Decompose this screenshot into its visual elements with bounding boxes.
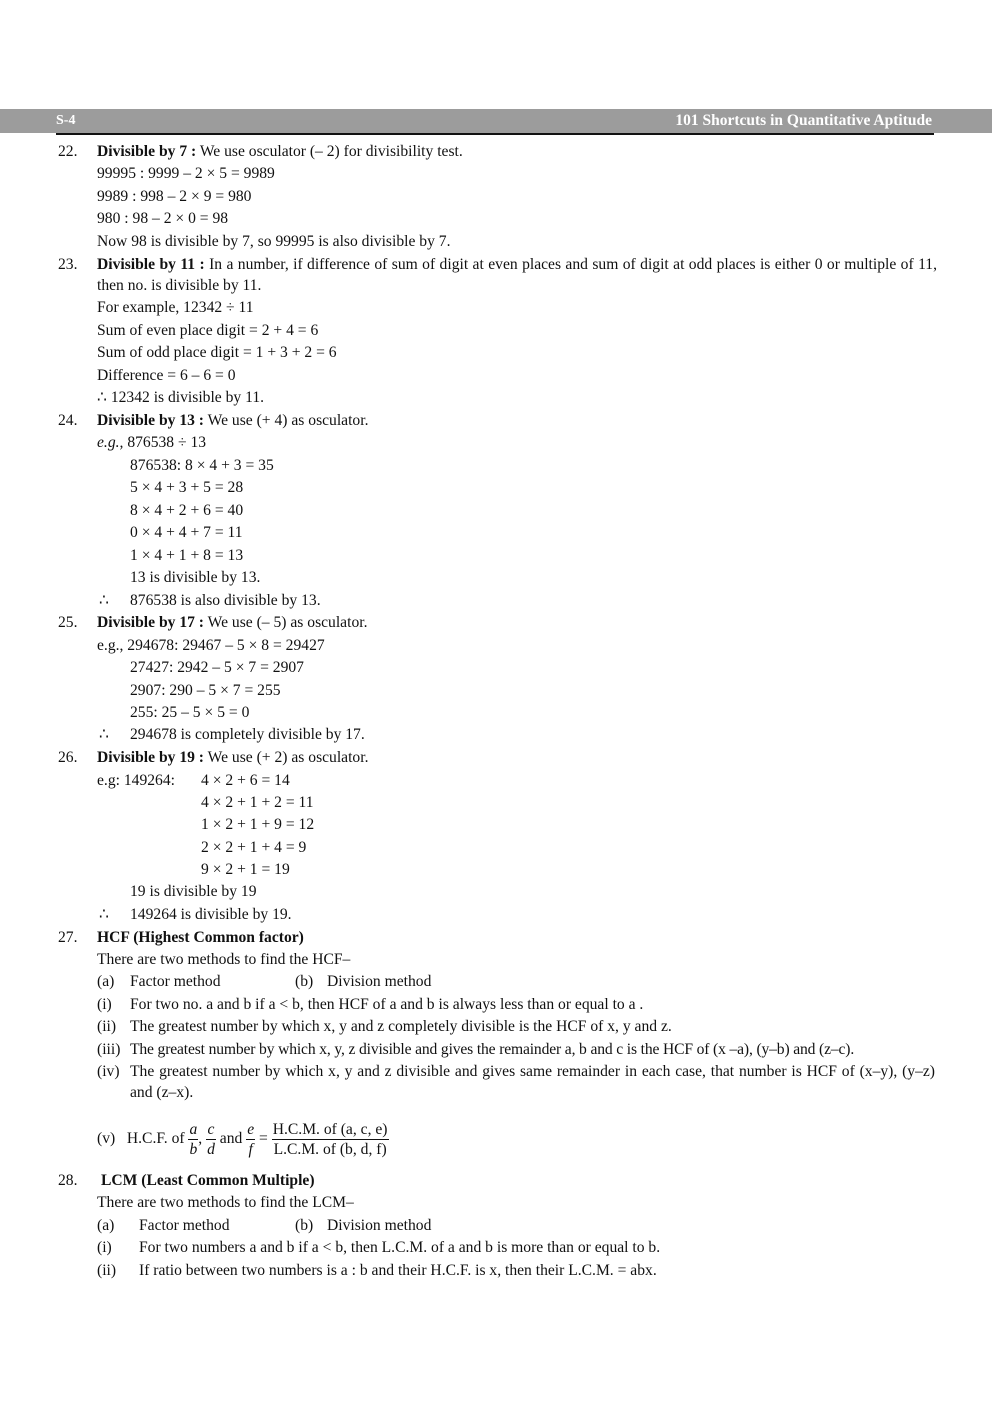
page-label: S-4 [56,113,76,128]
list-item [0,1039,992,1061]
calc-text: 2907: 290 – 5 × 7 = 255 [130,682,281,699]
result-fraction [272,1120,389,1159]
calc-text: 255: 25 – 5 × 5 = 0 [130,704,250,721]
item-label: (i) [97,1239,112,1256]
list-item [0,1260,992,1282]
calc-text: 13 is divisible by 13. [130,569,261,586]
item-label: (a) [97,973,115,990]
calc-line [0,792,992,814]
calc-text: Sum of even place digit = 2 + 4 = 6 [97,322,319,339]
conclusion-text: ∴ 12342 is divisible by 11. [97,389,265,406]
calc-line [0,837,992,859]
denominator: d [207,1140,215,1158]
fraction [188,1120,198,1159]
section-title: LCM (Least Common Multiple) [101,1172,315,1189]
calc-text: 4 × 2 + 6 = 14 [201,772,290,789]
calc-text: 19 is divisible by 19 [130,883,257,900]
calc-text: 980 : 98 – 2 × 0 = 98 [97,210,229,227]
calc-line [0,163,992,185]
calc-text: 1 × 4 + 1 + 8 = 13 [130,547,244,564]
section-description: We use osculator (– 2) for divisibility test. [196,143,463,160]
calc-line [0,881,992,903]
calc-text: 2 × 2 + 1 + 4 = 9 [201,839,307,856]
intro-line [0,1192,992,1214]
item-label: (ii) [97,1262,117,1279]
calc-text: 8 × 4 + 2 + 6 = 40 [130,502,244,519]
formula-text: and [219,1130,243,1147]
calc-line [0,545,992,567]
conclusion-line [0,904,992,926]
item-text: If ratio between two numbers is a : b and their H.C.F. is x, then their L.C.M. = abx. [139,1262,657,1279]
calc-line [0,455,992,477]
conclusion-text: Now 98 is divisible by 7, so 99995 is also divisible by 7. [97,233,451,250]
section-23-heading [97,254,937,296]
therefore-symbol: ∴ [99,592,109,609]
calc-text: 0 × 4 + 4 + 7 = 11 [130,524,243,541]
conclusion-text: 294678 is completely divisible by 17. [130,726,365,743]
section-25-heading [0,612,992,634]
example-text: 876538 ÷ 13 [123,434,207,451]
section-number: 23. [58,256,78,273]
calc-line [0,522,992,544]
calc-line [0,500,992,522]
section-description: We use (– 5) as osculator. [204,614,368,631]
list-item-text: The greatest number by which x, y and z divisible and gives same remainder in each case, that number is HCF of (x–y), (y–z) and (z–x). [130,1063,935,1101]
section-number: 27. [58,929,78,946]
list-item [0,1237,992,1259]
calc-text: 876538: 8 × 4 + 3 = 35 [130,457,274,474]
section-number: 22. [58,143,78,160]
section-28-heading [0,1170,992,1192]
item-label: (b) [295,973,314,990]
denominator: f [248,1140,253,1158]
running-header [0,109,992,133]
section-22-heading [0,141,992,163]
item-label: (iii) [97,1041,121,1058]
calc-line [0,702,992,724]
section-26-heading [0,747,992,769]
section-description: We use (+ 4) as osculator. [204,412,369,429]
conclusion-line [0,231,992,253]
therefore-symbol: ∴ [99,726,109,743]
calc-text: 4 × 2 + 1 + 2 = 11 [201,794,314,811]
calc-line [0,186,992,208]
calc-text: For example, 12342 ÷ 11 [97,299,254,316]
calc-line [0,320,992,342]
section-number: 26. [58,749,78,766]
list-item [0,994,992,1016]
calc-line [0,859,992,881]
conclusion-line [0,590,992,612]
example-label: e.g., [97,434,124,451]
fraction [206,1120,216,1159]
calc-line [0,365,992,387]
fraction [246,1120,255,1159]
numerator: e [247,1120,255,1138]
calc-text: 5 × 4 + 3 + 5 = 28 [130,479,244,496]
denominator: L.C.M. of (b, d, f) [273,1140,387,1158]
method-text: Factor method [139,1217,230,1234]
calc-text: 9989 : 998 – 2 × 9 = 980 [97,188,252,205]
item-label: (ii) [97,1018,117,1035]
method-text: Division method [327,1217,432,1234]
section-description: In a number, if difference of sum of digit at even places and sum of digit at odd places is either 0 or multiple of 11, then no. is divisible by 11. [97,256,937,294]
section-title: Divisible by 7 : [97,143,197,160]
calc-line [0,814,992,836]
section-description: We use (+ 2) as osculator. [204,749,369,766]
calc-text: 99995 : 9999 – 2 × 5 = 9989 [97,165,275,182]
example-label: e.g: 149264: [97,772,175,789]
book-title: 101 Shortcuts in Quantitative Aptitude [675,112,932,129]
calc-line [0,770,992,792]
conclusion-text: 149264 is divisible by 19. [130,906,292,923]
intro-text: There are two methods to find the LCM– [97,1194,354,1211]
item-label: (a) [97,1217,115,1234]
item-label: (v) [97,1130,116,1147]
intro-line [0,949,992,971]
section-title: Divisible by 19 : [97,749,205,766]
section-number: 28. [58,1172,78,1189]
numerator: a [189,1120,198,1138]
calc-line [0,477,992,499]
calc-line [0,567,992,589]
example-text: e.g., 294678: 29467 – 5 × 8 = 29427 [97,637,325,654]
calc-line [0,297,992,319]
section-number: 24. [58,412,78,429]
calc-text: 1 × 2 + 1 + 9 = 12 [201,816,315,833]
calc-line [0,208,992,230]
calc-text: 9 × 2 + 1 = 19 [201,861,290,878]
conclusion-line [0,724,992,746]
item-text: The greatest number by which x, y and z completely divisible is the HCF of x, y and z. [130,1018,672,1035]
header-rule [56,133,934,135]
conclusion-line [0,387,992,409]
calc-text: 27427: 2942 – 5 × 7 = 2907 [130,659,304,676]
item-text: For two no. a and b if a < b, then HCF of a and b is always less than or equal to a . [130,996,644,1013]
item-label: (b) [295,1217,314,1234]
example-line [0,635,992,657]
section-number: 25. [58,614,78,631]
section-title: Divisible by 13 : [97,412,205,429]
item-label: (iv) [97,1063,120,1080]
calc-line [0,657,992,679]
intro-text: There are two methods to find the HCF– [97,951,351,968]
section-27-heading [0,927,992,949]
example-line [0,432,992,454]
numerator: c [207,1120,215,1138]
item-text: The greatest number by which x, y, z divisible and gives the remainder a, b and c is the HCF of (x –a), (y–b) and (z–c). [130,1041,855,1058]
item-label: (i) [97,996,112,1013]
therefore-symbol: ∴ [99,906,109,923]
numerator: H.C.M. of (a, c, e) [272,1120,388,1138]
formula-text: H.C.F. of [126,1130,185,1147]
section-24-heading [0,410,992,432]
denominator: b [189,1140,198,1158]
list-item [0,1016,992,1038]
calc-text: Difference = 6 – 6 = 0 [97,367,236,384]
conclusion-text: 876538 is also divisible by 13. [130,592,321,609]
section-title: Divisible by 11 : [97,256,205,273]
method-text: Division method [327,973,432,990]
calc-text: Sum of odd place digit = 1 + 3 + 2 = 6 [97,344,337,361]
section-title: HCF (Highest Common factor) [97,929,304,946]
calc-line [0,680,992,702]
method-text: Factor method [130,973,221,990]
calc-line [0,342,992,364]
section-title: Divisible by 17 : [97,614,205,631]
methods-line [0,971,992,993]
hcf-fraction-formula: (v) H.C.F. of $\frac{a}{b}$ , $\frac{c}{d}$ and $\frac{e}{f}$ = $\frac{H.C.M. of (a, c, e)}{L.C.M. of (b, d, f)}$ [97,1120,388,1158]
item-text: For two numbers a and b if a < b, then L.C.M. of a and b is more than or equal to b. [139,1239,661,1256]
methods-line [0,1215,992,1237]
